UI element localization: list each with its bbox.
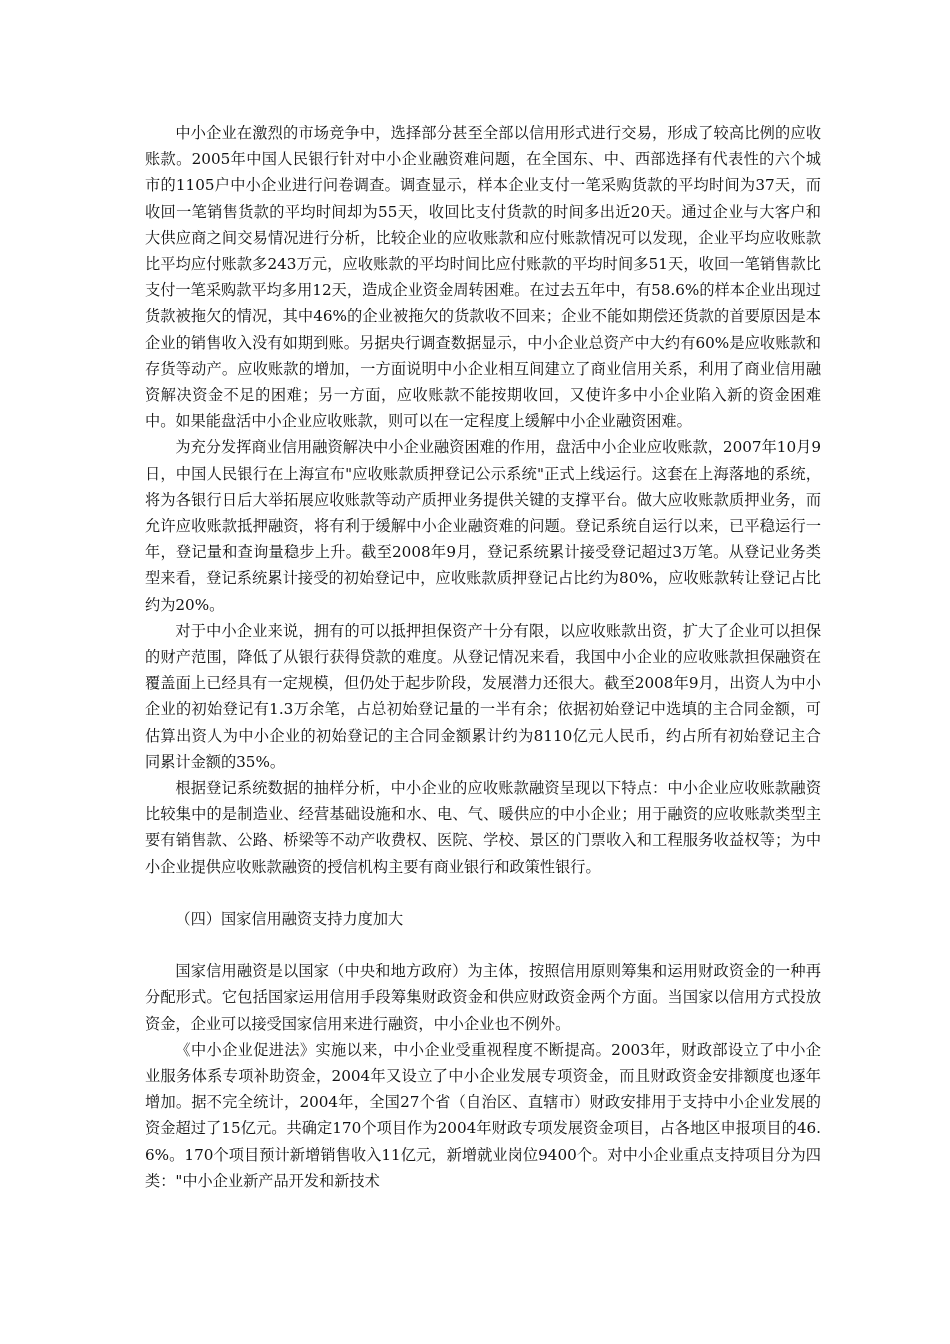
paragraph-sme-collateral: 对于中小企业来说，拥有的可以抵押担保资产十分有限，以应收账款出资，扩大了企业可以担保的财产范围，降低了从银行获得贷款的难度。从登记情况来看，我国中小企业的应收账款担保融资在覆盖面上已经具有一定规模，但仍处于起步阶段，发展潜力还很大。截至2008年9月，出资人为中小企业的初始登记有1.3万余笔，占总初始登记量的一半有余；依据初始登记中选填的主合同金额，可估算出资人为中小企业的初始登记的主合同金额累计约为8110亿元人民币，约占所有初始登记主合同累计金额的35%。 [145,621,821,771]
paragraph-sampling-analysis: 根据登记系统数据的抽样分析，中小企业的应收账款融资呈现以下特点：中小企业应收账款融资比较集中的是制造业、经营基础设施和水、电、气、暖供应的中小企业；用于融资的应收账款类型主要有销售款、公路、桥梁等不动产收费权、医院、学校、景区的门票收入和工程服务收益权等；为中小企业提供应收账款融资的授信机构主要有商业银行和政策性银行。 [145,779,821,876]
document-page [145,120,821,1194]
paragraph-state-credit: 国家信用融资是以国家（中央和地方政府）为主体，按照信用原则筹集和运用财政资金的一种再分配形式。它包括国家运用信用手段筹集财政资金和供应财政资金两个方面。当国家以信用方式投放资金，企业可以接受国家信用来进行融资，中小企业也不例外。 [145,962,821,1033]
paragraph-sme-promotion-law: 《中小企业促进法》实施以来，中小企业受重视程度不断提高。2003年，财政部设立了中小企业服务体系专项补助资金，2004年又设立了中小企业发展专项资金，而且财政资金安排额度也逐年增加。据不完全统计，2004年，全国27个省（自治区、直辖市）财政安排用于支持中小企业发展的资金超过了15亿元。共确定170个项目作为2004年财政专项发展资金项目，占各地区申报项目的46.6%。170个项目预计新增销售收入11亿元，新增就业岗位9400个。对中小企业重点支持项目分为四类："中小企业新产品开发和新技术 [145,1040,821,1190]
paragraph-receivables-credit: 中小企业在激烈的市场竞争中，选择部分甚至全部以信用形式进行交易，形成了较高比例的应收账款。2005年中国人民银行针对中小企业融资难问题，在全国东、中、西部选择有代表性的六个城市的1105户中小企业进行问卷调查。调查显示，样本企业支付一笔采购货款的平均时间为37天，而收回一笔销售货款的平均时间却为55天，收回比支付货款的时间多出近20天。通过企业与大客户和大供应商之间交易情况进行分析，比较企业的应收账款和应付账款情况可以发现，企业平均应收账款比平均应付账款多243万元，应收账款的平均时间比应付账款的平均时间多51天，收回一笔销售款比支付一笔采购款平均多用12天，造成企业资金周转困难。在过去五年中，有58.6%的样本企业出现过货款被拖欠的情况，其中46%的企业被拖欠的货款收不回来；企业不能如期偿还货款的首要原因是本企业的销售收入没有如期到账。另据央行调查数据显示，中小企业总资产中大约有60%是应收账款和存货等动产。应收账款的增加，一方面说明中小企业相互间建立了商业信用关系，利用了商业信用融资解决资金不足的困难；另一方面，应收账款不能按期收回，又使许多中小企业陷入新的资金困难中。如果能盘活中小企业应收账款，则可以在一定程度上缓解中小企业融资困难。 [145,124,821,431]
section-heading: （四）国家信用融资支持力度加大 [175,909,404,928]
paragraph-registration-system: 为充分发挥商业信用融资解决中小企业融资困难的作用，盘活中小企业应收账款，2007年10月9日，中国人民银行在上海宣布"应收账款质押登记公示系统"正式上线运行。这套在上海落地的系统，将为各银行日后大举拓展应收账款等动产质押业务提供关键的支撑平台。做大应收账款质押业务，而允许应收账款抵押融资，将有利于缓解中小企业融资难的问题。登记系统自运行以来，已平稳运行一年，登记量和查询量稳步上升。截至2008年9月，登记系统累计接受登记超过3万笔。从登记业务类型来看，登记系统累计接受的初始登记中，应收账款质押登记占比约为80%，应收账款转让登记占比约为20%。 [145,438,821,614]
